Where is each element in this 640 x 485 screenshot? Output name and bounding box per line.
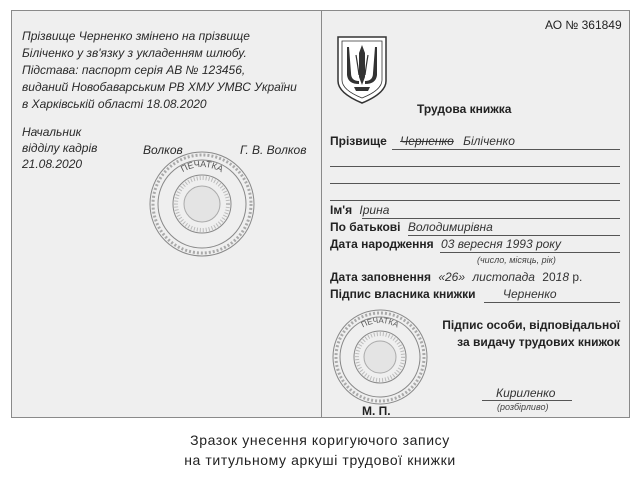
owner-signature-row (330, 287, 557, 301)
dob-row (330, 237, 561, 251)
caption-line-2: на титульному аркуші трудової книжки (184, 452, 456, 468)
position-line: відділу кадрів (22, 141, 98, 155)
surname-new-value: Біліченко (463, 134, 515, 148)
dob-label: Дата народження (330, 237, 434, 251)
surname-label: Прізвище (330, 134, 387, 148)
fill-month-value: листопада (472, 270, 535, 284)
position-line: Начальник (22, 125, 82, 139)
right-stamp-icon (330, 307, 430, 407)
patronymic-row (330, 220, 493, 234)
dob-hint: (число, місяць, рік) (477, 255, 556, 265)
surname-underline (392, 149, 620, 150)
dob-underline (440, 252, 620, 253)
book-spine (321, 11, 322, 417)
note-line: в Харківській області 18.08.2020 (22, 97, 207, 111)
responsible-hint: (розбірливо) (497, 402, 549, 412)
owner-signature-underline (484, 302, 620, 303)
note-line: виданий Новобаварським РВ ХМУ УМВС України (22, 80, 297, 94)
note-line: Прізвище Черненко змінено на прізвище (22, 29, 250, 43)
fill-year-prefix: 20 (542, 270, 556, 284)
patronymic-value: Володимирівна (407, 220, 493, 234)
responsible-label-2: за видачу трудових книжок (457, 335, 620, 349)
serial-number: АО № 361849 (545, 18, 622, 32)
caption-line-1: Зразок унесення коригуючого запису (190, 432, 450, 448)
work-book-spread (11, 10, 630, 418)
fill-close-quote: » (458, 270, 466, 284)
trident-emblem-icon (334, 33, 390, 105)
left-stamp-icon (147, 149, 257, 259)
owner-signature-label: Підпис власника книжки (330, 287, 476, 301)
responsible-label-1: Підпис особи, відповідальної (442, 318, 620, 332)
signature-handwritten: Волков (143, 143, 183, 157)
fill-year-suffix: р. (572, 270, 583, 284)
mp-label: М. П. (362, 404, 391, 418)
name-underline (362, 218, 620, 219)
position-block (22, 124, 97, 172)
responsible-signature-value: Кириленко (496, 386, 556, 400)
patronymic-underline (408, 235, 620, 236)
correction-note (22, 28, 297, 113)
date-line: 21.08.2020 (22, 157, 83, 171)
fill-open-quote: « (438, 270, 445, 284)
patronymic-label: По батькові (330, 220, 401, 234)
surname-row (330, 134, 515, 148)
owner-signature-value: Черненко (502, 287, 557, 301)
responsible-signature-underline (482, 400, 572, 401)
blank-line (330, 183, 620, 184)
name-row (330, 203, 389, 217)
fill-date-label: Дата заповнення (330, 270, 431, 284)
fill-year-value: 18 (555, 270, 570, 284)
note-line: Підстава: паспорт серія АВ № 123456, (22, 63, 246, 77)
stamp-text: ПЕЧАТКА (359, 315, 401, 330)
blank-line (330, 200, 620, 201)
fill-date-row (330, 270, 582, 284)
signer-name: Г. В. Волков (240, 143, 307, 157)
surname-old-value: Черненко (400, 134, 454, 148)
blank-line (330, 166, 620, 167)
document-title: Трудова книжка (417, 102, 512, 116)
fill-day-value: 26 (445, 270, 459, 284)
note-line: Біліченко у зв'язку з укладенням шлюбу. (22, 46, 247, 60)
name-label: Ім'я (330, 203, 353, 217)
dob-value: 03 вересня 1993 року (441, 237, 561, 251)
name-value: Ірина (359, 203, 390, 217)
stamp-text: ПЕЧАТКА (179, 158, 225, 175)
